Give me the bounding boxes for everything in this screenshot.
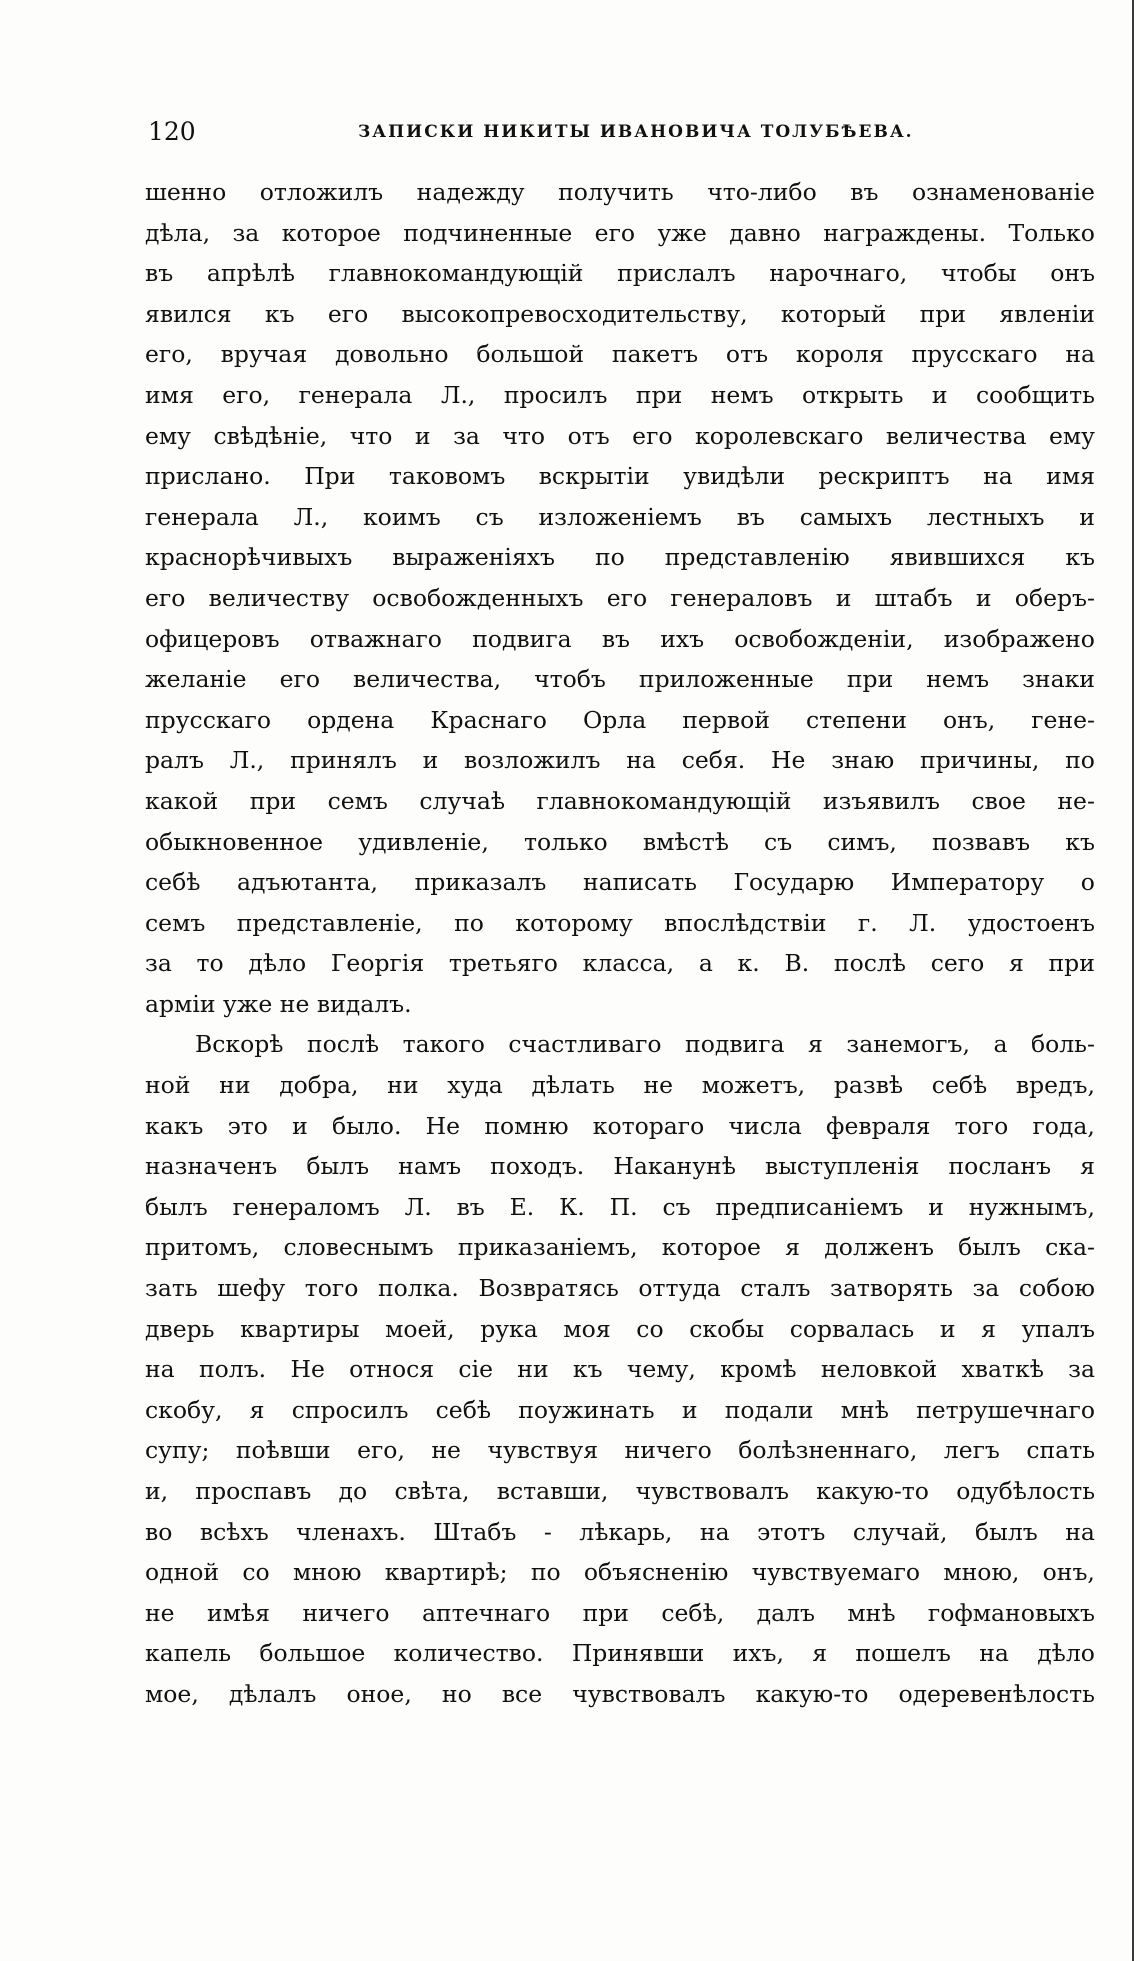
text-line: офицеровъ отважнаго подвига въ ихъ освобожденіи, изображено [145,624,1095,653]
text-line: во всѣхъ членахъ. Штабъ - лѣкарь, на этотъ случай, былъ на [145,1517,1095,1546]
text-line: шенно отложилъ надежду получить что-либо въ ознаменованіе [145,178,1095,206]
text-line: его, вручая довольно большой пакетъ отъ короля прусскаго на [145,340,1095,369]
text-line: ему свѣдѣніе, что и за что отъ его королевскаго величества ему [145,421,1095,450]
text-line: семъ представленіе, по которому впослѣдствіи г. Л. удостоенъ [145,908,1095,937]
text-line: краснорѣчивыхъ выраженіяхъ по представленію явившихся къ [145,543,1095,572]
text-line: супу; поѣвши его, не чувствуя ничего болѣзненнаго, легъ спать [145,1436,1095,1465]
text-line: имя его, генерала Л., просилъ при немъ открыть и сообщить [145,380,1095,409]
text-line: мое, дѣлалъ оное, но все чувствовалъ какую-то одеревенѣлость [145,1679,1095,1708]
text-line: генерала Л., коимъ съ изложеніемъ въ самыхъ лестныхъ и [145,502,1095,531]
text-line: одной со мною квартирѣ; по объясненію чувствуемаго мною, онъ, [145,1558,1095,1587]
text-line: былъ генераломъ Л. въ Е. К. П. съ предписаніемъ и нужнымъ, [145,1192,1095,1221]
text-line: прусскаго ордена Краснаго Орла первой степени онъ, гене- [145,705,1095,734]
text-line: себѣ адъютанта, приказалъ написать Государю Императору о [145,868,1095,897]
text-line: явился къ его высокопревосходительству, который при явленіи [145,299,1095,328]
text-line: какой при семъ случаѣ главнокомандующій изъявилъ свое не- [145,786,1095,815]
text-line: притомъ, словеснымъ приказаніемъ, которое я долженъ былъ ска- [145,1233,1095,1262]
text-line: какъ это и было. Не помню котораго числа февраля того года, [145,1111,1095,1140]
text-line: ной ни добра, ни худа дѣлать не можетъ, развѣ себѣ вредъ, [145,1071,1095,1100]
text-line: не имѣя ничего аптечнаго при себѣ, далъ мнѣ гофмановыхъ [145,1598,1095,1627]
text-line: Вскорѣ послѣ такого счастливаго подвига я занемогъ, а боль- [195,1030,1095,1059]
text-line: прислано. При таковомъ вскрытіи увидѣли рескриптъ на имя [145,462,1095,491]
running-title: ЗАПИСКИ НИКИТЫ ИВАНОВИЧА ТОЛУБѢЕВА. [358,122,914,142]
text-line: скобу, я спросилъ себѣ поужинать и подали мнѣ петрушечнаго [145,1395,1095,1424]
text-line: его величеству освобожденныхъ его генераловъ и штабъ и оберъ- [145,583,1095,612]
text-line: ралъ Л., принялъ и возложилъ на себя. Не знаю причины, по [145,746,1095,775]
text-line: капель большое количество. Принявши ихъ, я пошелъ на дѣло [145,1639,1095,1668]
text-line: за то дѣло Георгія третьяго класса, а к. В. послѣ сего я при [145,949,1095,978]
text-line: въ апрѣлѣ главнокомандующій прислалъ нарочнаго, чтобы онъ [145,259,1095,288]
body-text [145,172,1095,1715]
text-line: дѣла, за которое подчиненные его уже давно награждены. Только [145,218,1095,247]
page-number: 120 [148,117,196,146]
running-head [148,112,1088,152]
text-line: на полъ. Не относя сіе ни къ чему, кромѣ неловкой хваткѣ за [145,1355,1095,1384]
text-line: зать шефу того полка. Возвратясь оттуда сталъ затворять за собою [145,1274,1095,1303]
paragraph [145,172,1095,1024]
text-line: желаніе его величества, чтобъ приложенные при немъ знаки [145,665,1095,694]
text-line: и, проспавъ до свѣта, вставши, чувствовалъ какую-то одубѣлость [145,1477,1095,1505]
text-line: назначенъ былъ намъ походъ. Наканунѣ выступленія посланъ я [145,1152,1095,1181]
text-line: арміи уже не видалъ. [145,989,412,1018]
text-line: обыкновенное удивленіе, только вмѣстѣ съ симъ, позвавъ къ [145,827,1095,856]
text-line: дверь квартиры моей, рука моя со скобы сорвалась и я упалъ [145,1314,1095,1343]
page-edge-line [1132,0,1134,1961]
paragraph [145,1024,1095,1714]
